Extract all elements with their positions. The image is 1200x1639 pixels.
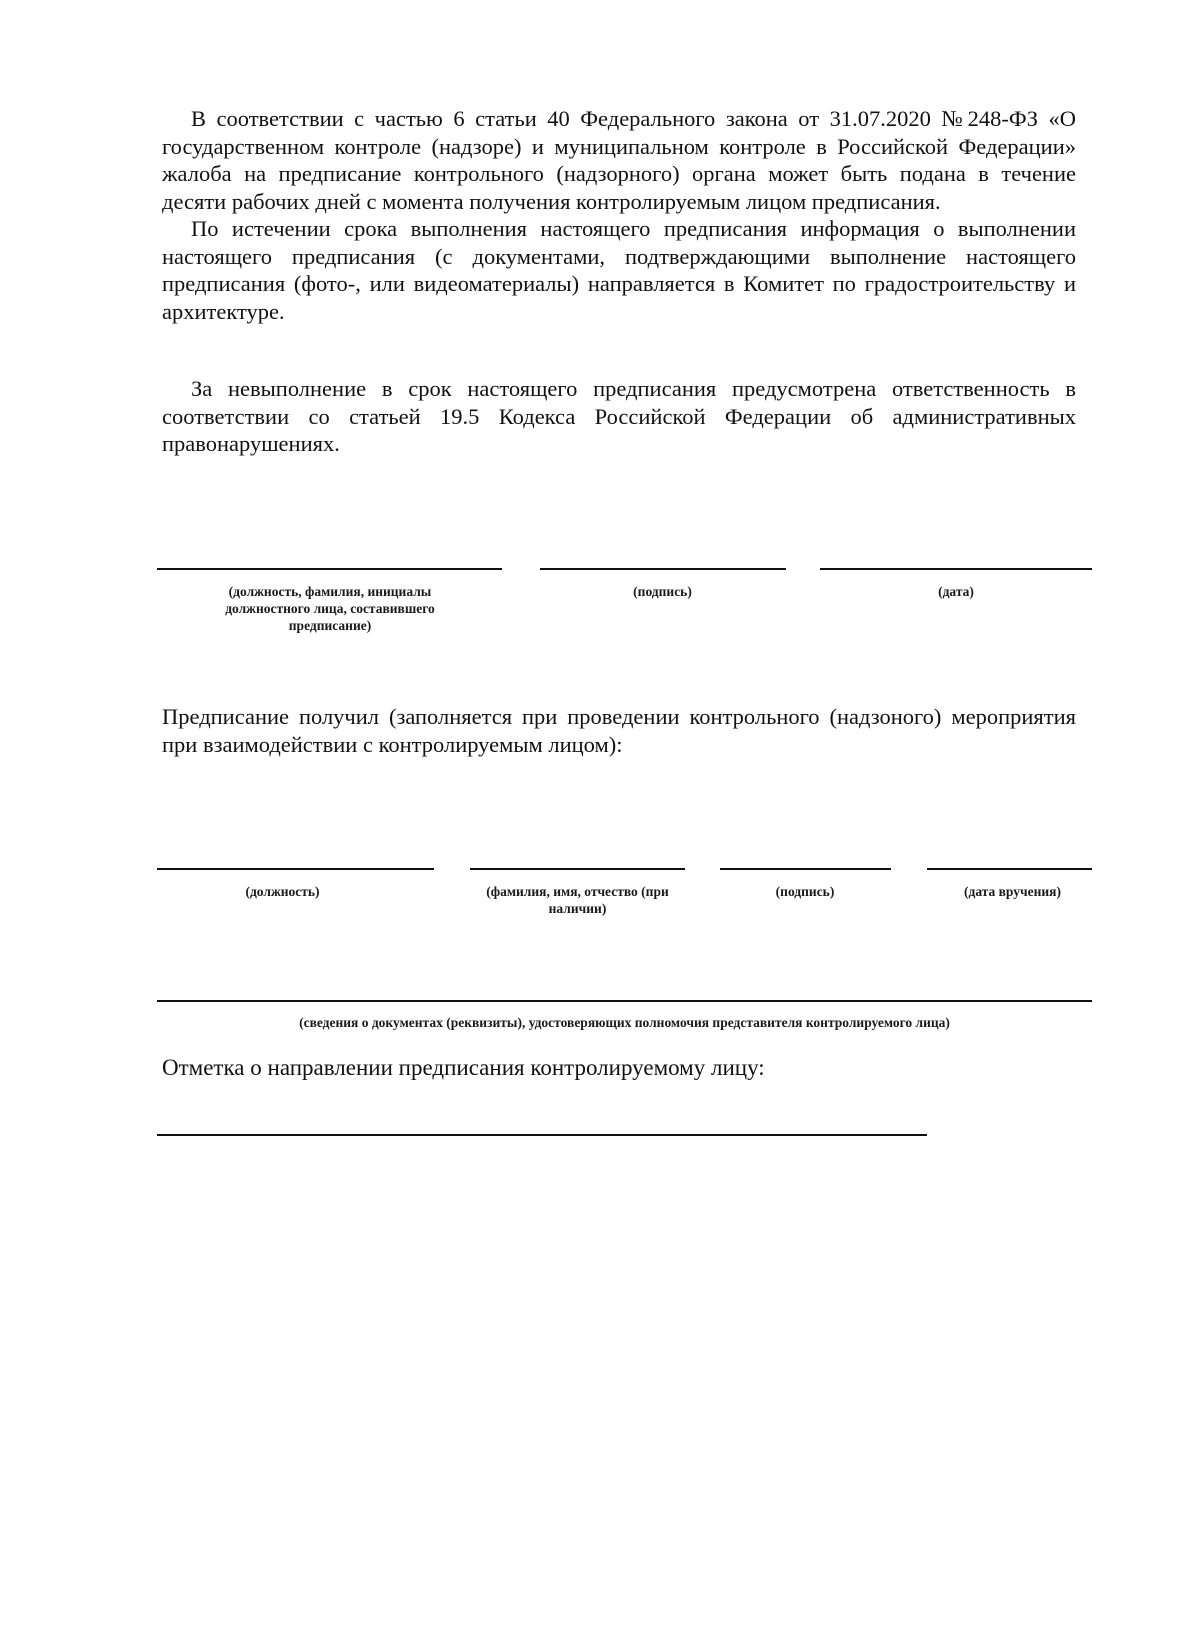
caption-representative-docs: (сведения о документах (реквизиты), удостоверяющих полномочия представителя контролируемого лица) — [299, 1015, 950, 1030]
caption-name: (фамилия, имя, отчество (при наличии) — [486, 884, 669, 916]
representative-docs-line — [157, 1000, 1092, 1002]
intro-text-block — [162, 105, 1076, 325]
liability-paragraph: За невыполнение в срок настоящего предписания предусмотрена ответственность в соответствии со статьей 19.5 Кодекса Российской Федерации об административных правонарушениях. — [162, 376, 1076, 456]
caption-signature-2: (подпись) — [775, 884, 835, 899]
appeal-paragraph: В соответствии с частью 6 статьи 40 Федерального закона от 31.07.2020 №248-ФЗ «О государственном контроле (надзоре) и муниципальном контроле в Российской Федерации» жалоба на предписание контрольного (надзорного) органа может быть подана в течение десяти рабочих дней с момента получения контролируемым лицом предписания. — [162, 106, 1076, 214]
execution-report-paragraph: По истечении срока выполнения настоящего предписания информация о выполнении настоящего предписания (с документами, подтверждающими выполнение настоящего предписания (фото-, или видеоматериалы) направляется в Комитет по градостроительству и архитектуре. — [162, 216, 1076, 324]
received-paragraph: Предписание получил (заполняется при проведении контрольного (надзоного) мероприятия при взаимодействии с контролируемым лицом): — [162, 704, 1076, 757]
delivery-date-line — [927, 868, 1092, 870]
caption-date: (дата) — [938, 584, 974, 599]
signature-line — [540, 568, 786, 570]
sending-note-line — [157, 1134, 927, 1136]
sending-note-block — [162, 1054, 1076, 1082]
caption-official: (должность, фамилия, инициалы должностного лица, составившего предписание) — [225, 584, 435, 633]
signature-line-2 — [720, 868, 891, 870]
official-signature-line — [157, 568, 502, 570]
caption-delivery-date: (дата вручения) — [964, 884, 1061, 899]
caption-signature: (подпись) — [633, 584, 692, 599]
position-line — [157, 868, 434, 870]
caption-position: (должность) — [245, 884, 320, 899]
liability-text-block — [162, 375, 1076, 458]
date-line — [820, 568, 1092, 570]
sending-note: Отметка о направлении предписания контролируемому лицу: — [162, 1055, 765, 1080]
name-line — [470, 868, 685, 870]
received-text-block — [162, 703, 1076, 758]
